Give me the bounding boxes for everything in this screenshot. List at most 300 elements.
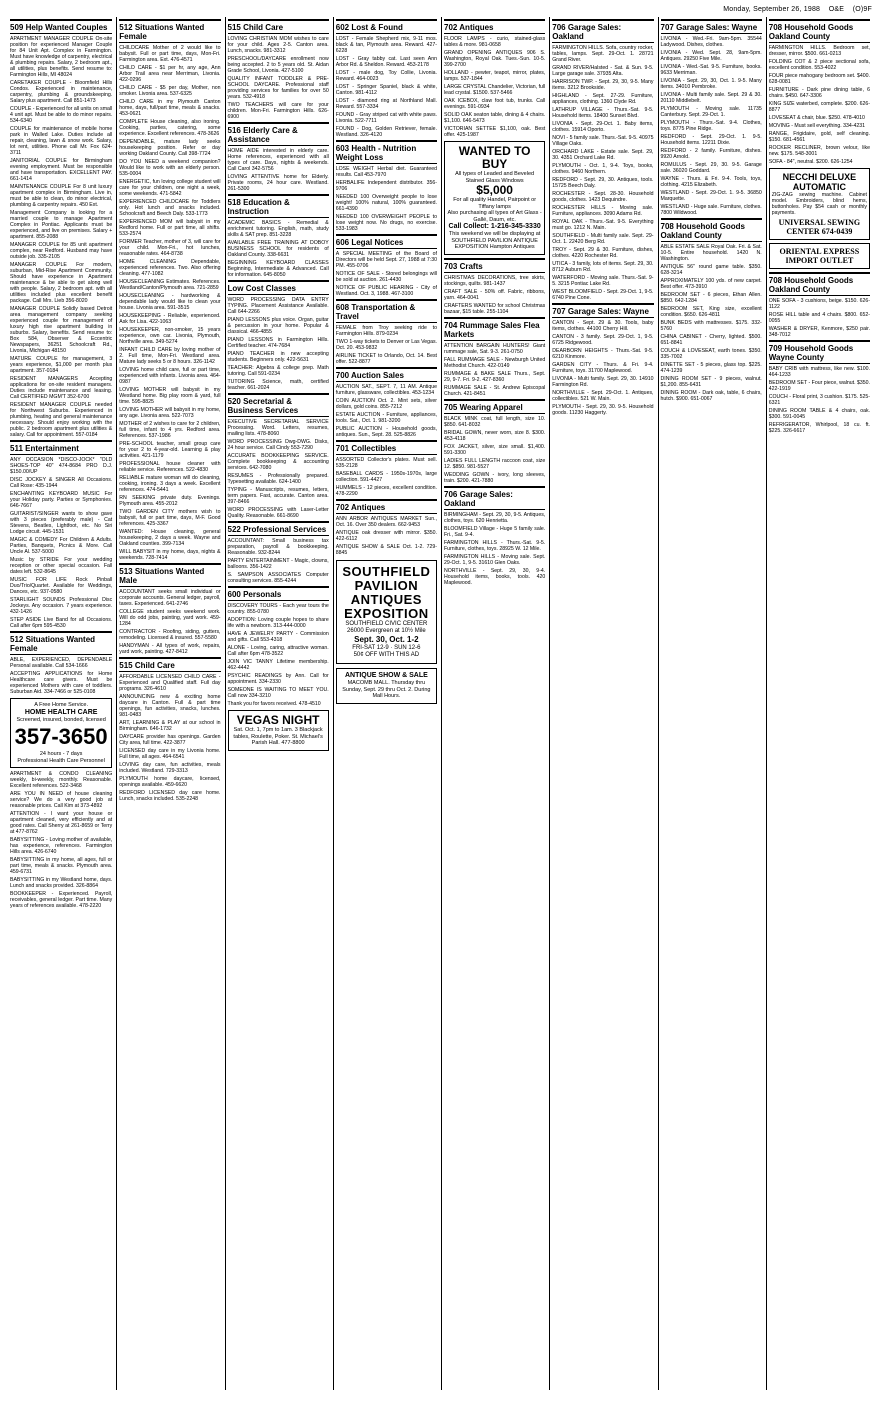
classified-ad: DISC JOCKEY & SINGER All Occasions. Call Rose: 435-1944 [10,477,113,489]
column-1 [8,17,114,1390]
classified-ad: LOST - Female Shepherd mix, 9-11 mos. black & tan, Plymouth area. Reward. 427-6228 [335,36,437,54]
classified-ad: GARDEN CITY - Thurs. & Fri. 9-4. Furniture, toys. 31700 Maplewood. [552,362,654,374]
classified-ad: HOLLAND - pewter, teapot, mirror, plates, lamps. 537-1844 [444,70,546,82]
classified-ad: OAK ICEBOX, claw foot tub, trunks. Call evenings. 591-0934 [444,98,546,110]
classified-ad: ANTIQUE oak dresser with mirror. $350. 422-6112 [335,530,437,542]
classified-ad: GUITARIST/SINGER wants to show gave with 3 pieces (preferably male) - Cat Stevens, Beatles, Lightfoot, etc. No Siri Lodge circuit. 445-1531 [10,511,113,535]
classified-ad: LOST - diamond ring at Northland Mall. Reward. 557-3334 [335,98,437,110]
classified-ad: ENERGETIC, fun loving college student will care for your children, one night a week, some weekends. 471-5842 [119,179,221,197]
classified-ad: GRAND RIVER/Halsted - Sat. & Sun. 9-5. Large garage sale. 37935 Alta. [552,65,654,77]
classified-ad: ROYAL OAK - Thurs.-Sat. 9-5. Everything must go. 1212 N. Main. [552,219,654,231]
classified-ad: ART, LEARNING & PLAY at our school in Birmingham. 646-1732 [119,720,221,732]
classified-ad: PROFESSIONAL house cleaner with reliable service. References. 522-4830 [119,461,221,473]
classified-ad: ACCOUNTANT: Small business tax preparation, payroll & bookkeeping. Reasonable. 932-8244 [227,538,329,556]
column-2 [116,17,222,1390]
ad-line: Professional Health Care Personnel [17,757,105,764]
classified-ad: STARLIGHT SOUNDS Professional Disc Jockeys. Any occasion. 7 years experience. 432-1426 [10,597,113,615]
section-heading: 702 Antiques [444,19,545,34]
classified-ad: MANAGER COUPLE for 85 unit apartment complex, near Redford. Husband may have outside job. 335-2105 [10,242,113,260]
classified-ad: HOUSEKEEPING - Reliable, experienced. Ask for Lisa. 422-1063 [119,313,221,325]
classified-ad: ANTIQUE 56" round game table. $350. 628-3214 [660,264,762,276]
classified-ad: ACCOUNTANT seeks small individual or corporate accounts. General ledger, payroll, taxes. Experienced. 641-2746 [119,589,221,607]
classified-ad: EXECUTIVE SECRETARIAL SERVICE Processing. Word. Letters, resumes, mailing lists. 478-8060 [227,419,329,437]
classified-ad: HOME CLEANING Dependable, experienced references. Two. Also offering cleaning. 477-1082 [119,259,221,277]
classified-ad: ACCURATE BOOKKEEPING SERVICE. Complete bookkeeping & accounting services. 642-7080 [227,453,329,471]
classified-ad: SOFA - 84", neutral. $200. 626-1254 [768,159,853,165]
classified-ad: MOTHER of 2 wishes to care for 2 children, full time, infant to 4 yrs. Redford area. References. 537-1986 [119,421,221,439]
section-heading: 709 Household Goods Wayne County [769,340,870,364]
classified-ad: PLYMOUTH - Moving sale. 11735 Canterbury. Sept. 29-Oct. 1. [660,106,762,118]
classified-ad: FARMINGTON HILLS - Moving sale. Sept. 29-Oct. 1, 9-5. 31610 Glen Oaks. [444,553,546,566]
section-heading: 708 Household Goods Oakland County [661,218,762,242]
section-heading: 509 Help Wanted Couples [10,19,112,34]
classified-ad: REDFORD LICENSED day care home. Lunch, snacks included. 535-2248 [119,790,221,802]
classified-ad: DINING ROOM - Dark oak, table, 6 chairs, hutch. $900. 651-0067 [660,390,762,402]
classified-ad: LOVING MOTHER will babysit in my Westland home. Big play room & yard, full time. 595-8825 [119,387,221,405]
classified-ad: PRE-SCHOOL teacher, small group care for your 2 to 4-year-old. Learning & play activities. 421-1179 [119,441,221,459]
classified-ad: WEST BLOOMFIELD - Sept. 29-Oct. 1, 9-5. 6740 Pine Cone. [552,289,654,301]
ad-phone: UNIVERSAL SEWING CENTER 674-0439 [778,218,861,236]
ad-phone: Call Collect: 1-216-345-3330 [448,223,541,230]
classified-ad: FOX JACKET, silver, size small. $1,400. 591-3300 [444,443,546,456]
column-8 [766,17,872,1390]
header-paper: O&E [828,6,845,13]
classified-ad: HOUSECLEANING - hardworking & dependable lady would like to clean your house. Livonia area. 591-3515 [119,293,221,311]
section-heading: 703 Crafts [444,258,545,273]
column-5 [441,17,547,1390]
ad-title: VEGAS NIGHT [236,713,320,727]
classified-ad: ABLE, EXPERIENCED, DEPENDABLE Personal available. Call 534-1666 [10,657,113,669]
classified-ad: AVAILABLE FREE TRAINING AT DOBOY BUSINESS SCHOOL for residents of Oakland County. 338-6631 [227,240,329,258]
section-heading: 606 Legal Notices [336,234,437,249]
classified-ad: MOVING - Must sell everything. 334-4231 [768,123,866,129]
classified-ad: DEARBORN HEIGHTS - Thurs.-Sat. 9-5. 6210 Kinmore. [552,348,654,360]
classified-ad: TWO GARDEN CITY mothers wish to babysit, full or part time, days, M-F. Good references. 425-3367 [119,509,221,527]
classified-ad: LIVONIA - Wed.-Sat. 9-5. Furniture, books. 9633 Merriman. [660,64,762,76]
classified-ad: RESIDENT MANAGER COUPLE needed for Northwest Suburbs. Experienced in plumbing, heating and general maintenance necessary. Should enjoy working with the public. 2 bedroom apartment plus utilities & salary. Call for appointment. 557-0184 [10,402,113,438]
classified-ad: WESTLAND - Sept. 29-Oct. 1. 9-5. 36850 Marquette. [660,190,762,202]
section-heading: 518 Education & Instruction [228,194,329,218]
oriental-express-ad [769,243,870,269]
classified-ad: TUTORING Science, math, certified teacher. 661-2024 [227,379,329,391]
classified-ad: LOST - Gray tabby cat. Last seen Ann Arbor Rd. & Sheldon. Reward. 453-2178 [335,56,437,68]
ad-line: Also purchasing all types of Art Glass - Gallé, Daum, etc. [447,210,542,223]
classified-ad: PIANO LESSONS plus voice. Organ, guitar & percussion in your home. Popular & classical. 466-4855 [227,317,329,335]
classified-ad: BOOKKEEPER - Experienced. Payroll, receivables, general ledger. Part time. Many years of references available. 478-2220 [10,891,113,909]
classified-ad: LIVONIA - Wed.-Fri. 9am-5pm. 35544 Ladywood. Dishes, clothes. [660,36,762,48]
classified-ad: WANTED: House cleaning, general housekeeping, 2 days a week. Wayne and Oakland counties. 399-7134 [119,529,221,547]
classified-ad: BABYSITTING - Loving mother of available, has experience, references. Farmington Hills area. 426-6740 [10,837,113,855]
classified-ad: ANN ARBOR ANTIQUES MARKET Sun., Oct. 16. Over 350 dealers. 662-9453 [335,516,437,528]
classified-ad: CHINA CABINET - Cherry, lighted. $500. 651-8841 [660,334,762,346]
classified-ad: CHRISTMAS DECORATIONS, tree skirts, stockings, quilts. 981-1437 [444,274,546,287]
ad-line: All types of Leaded and Beveled Stained Glass Windows [455,171,535,184]
antique-show-ad [336,668,437,704]
classified-ad: PLYMOUTH - Oct. 1, 9-4. Toys, books, clothes. 9460 Northern. [552,163,654,175]
classified-ad: A SPECIAL MEETING of the Board of Directors will be held Sept. 27, 1988 at 7:30 PM. 455-0706 [335,251,437,269]
classified-ad: BABYSITTING in my home, all ages, full or part time, meals & snacks. Plymouth area. 459-6731 [10,857,113,875]
classified-ad: LOST - Springer Spaniel, black & white, Canton. 981-4112 [335,84,437,96]
ad-line: IMPORT OUTLET [785,256,854,265]
wanted-to-buy-ad [444,141,545,255]
classified-ad: VICTORIAN SETTEE $1,100, oak. Best offer. 425-1987 [444,126,546,138]
classified-ad: SOMEONE IS WAITING TO MEET YOU. Call now 334-3210 [227,687,329,699]
section-heading: 706 Garage Sales: Oakland [552,19,653,43]
classified-ad: COUPLE - Experienced for all units on small 4 unit apt. Must be able to do minor repairs. 534-6340 [10,106,113,124]
classified-ad: CANTON - Sept. 29 & 30. Tools, baby items, clothes. 44100 Cherry Hill. [552,320,654,332]
classified-ad: LIVONIA - Multi family. Sept. 29, 30. 14910 Farmington Rd. [552,376,654,388]
classified-ad: RELIABLE mature woman will do cleaning, cooking, ironing. 3 days a week. Excellent references. 474-5441 [119,475,221,493]
classified-ad: JANITORIAL COUPLE for Birmingham evening employment. Must be responsible and have transportation. EXCELLENT PAY. 661-1414 [10,158,113,182]
classified-ad: LOVING day care, fun activities, meals included. Westland. 729-3313 [119,762,221,774]
classified-ad: UTICA - 3 family, lots of items. Sept. 29, 30. 8712 Auburn Rd. [552,261,654,273]
classified-ad: ACCEPTING APPLICATIONS for Home Healthcare care givers. Must be experienced Mothers with care of toddlers. Suburban Aid. 334-7466 or 525-0108 [10,671,113,695]
classified-ad: BRIDAL GOWN, never worn, size 8. $300. 453-4118 [444,429,546,442]
classified-ad: ANTIQUE SHOW & SALE Oct. 1-2. 729-8845 [335,544,437,556]
section-heading: 705 Wearing Apparel [444,399,545,414]
classified-ad: ANNOUNCING new & exciting home daycare in Canton. Full & part time openings, fun activities, snacks, lunches. 981-0483 [119,694,221,718]
classified-ad: LOVING ATTENTIVE home for Elderly. Private rooms, 24 hour care. Westland. 261-5300 [227,174,329,192]
section-heading: 702 Antiques [336,499,437,514]
section-heading: 512 Situations Wanted Female [10,631,112,655]
classified-ad: TEACHER: Algebra & college prep. Math tutoring. Call 591-0234 [227,365,329,377]
classified-ad: CONTRACTOR - Roofing, siding, gutters, remodeling. Licensed & insured. 557-5580 [119,629,221,641]
classified-ad: LICENSED day care in my Livonia home. Full time, all ages. 464-6541 [119,748,221,760]
classified-ad: PIANO TEACHER in new accepting students. Beginners only. 422-5631 [227,351,329,363]
section-heading: 602 Lost & Found [336,19,437,34]
classified-ad: LOVESEAT & chair, blue. $250. 478-4010 [768,115,865,121]
classified-ad: ADOPTION: Loving couple hopes to share life with a newborn. 313-444-0000 [227,617,329,629]
classified-ad: WASHER & DRYER, Kenmore, $250 pair. 348-7012 [768,326,870,338]
classified-ad: FOUND - Dog, Golden Retriever, female. Westland. 326-4120 [335,126,437,138]
classified-ad: APARTMENT MANAGER COUPLE On-site position for experienced Manager Couple for 84 Unit Apt. Complex in Farmington. Must have knowledge of carpentry, electrical & plumbing repairs. Salary, 2 bedroom apt., all utilities, plus benefits. Send resume to: Farmington Hills, MI 48024 [10,36,113,78]
ad-line: This weekend we will be displaying at SOUTHFIELD PAVILION ANTIQUE EXPOSITION Hampton Antiques [448,231,541,250]
column-7 [658,17,764,1390]
classified-ad: WORD PROCESSING DATA ENTRY TYPING. Placement Assistance Available. Call 644-2266 [227,297,329,315]
classified-ad: HOUSEKEEPER, non-smoker, 15 years experience, own car. Livonia, Plymouth, Northville area. 349-5274 [119,327,221,345]
classified-ad: NORTHVILLE - Sept. 29-Oct. 1. Antiques, collectibles. 521 W. Main. [552,390,654,402]
section-heading: 512 Situations Wanted Female [119,19,220,43]
ad-dates: Sept. 30, Oct. 1-2 [354,635,419,644]
classified-ad: HOME AIDE interested in elderly care. Home references, experienced with all types of care. Days, nights & weekends. Call Carol 342-5756 [227,148,329,172]
classified-ad: CRAFTERS WANTED for school Christmas bazaar, $15 table. 255-1104 [444,302,546,315]
classified-ad: NOVI - 5 family sale. Thurs.-Sat. 9-5. 40975 Village Oaks. [552,135,654,147]
classified-ad: BUNK BEDS with mattresses. $175. 332-5760 [660,320,762,332]
classified-columns [8,17,872,1390]
classified-ad: LOVING MOTHER will babysit in my home, any age. Livonia area. 522-7073 [119,407,221,419]
classified-ad: AUCTION SAT., SEPT. 7, 11 AM. Antique furniture, glassware, collectibles. 453-1234 [335,384,437,396]
classified-ad: ESTATE AUCTION - Furniture, appliances, tools. Sat., Oct. 1. 981-3200 [335,412,437,424]
classified-ad: RN SEEKING private duty. Evenings. Plymouth area. 455-2012 [119,495,221,507]
column-4 [333,17,439,1390]
classified-ad: NORTHVILLE - Sept. 29, 30, 9-4. Household items, books, tools. 420 Maplewood. [444,567,546,586]
classified-ad: MUSIC FOR LIFE Rock Pinball Duo/Trio/Quartet. Available for Weddings, Dances, etc. 937-0580 [10,577,113,595]
ad-title: ORIENTAL EXPRESS [779,247,860,256]
classified-ad: HOUSECLEANING Estimates. References. Westland/Canton/Plymouth area. 721-2859 [119,279,221,291]
classified-ad: DINETTE SET - 5 pieces, glass top. $225. 474-1239 [660,362,762,374]
classified-ad: BIRMINGHAM - Sept. 29, 30, 9-5. Antiques, clothes, toys. 620 Henrietta. [444,511,546,524]
classified-ad: SOLID OAK seaton table, dining & 4 chairs. $1,100. 646-5473 [444,112,546,124]
classified-ad: NOTICE OF PUBLIC HEARING - City of Westland. Oct. 3, 1988. 467-3100 [335,285,437,297]
classified-ad: TYPING - Manuscripts, resumes, letters, term papers. Fast, accurate. Canton area. 397-8466 [227,487,329,505]
classified-ad: ATTENTION - I want your house or apartment cleaned, very efficiently and at good rates. Call Sherry at 261-8659 or Terry at 477-8762 [10,811,113,835]
classified-ad: RUMMAGE SALE - St. Andrew Episcopal Church. 421-8451 [444,384,546,397]
section-heading: 701 Collectibles [336,440,437,455]
section-heading: 515 Child Care [119,657,220,672]
section-heading: 513 Situations Wanted Male [119,563,220,587]
classified-ad: ABLE ESTATE SALE Royal Oak. Fri. & Sat. 10-5. Entire household. 1420 N. Washington. [660,244,762,262]
classified-ad: ROMULUS - Sept. 29, 30. 9-5. Garage sale. 36020 Goddard. [660,162,762,174]
ad-title: WANTED TO BUY [458,144,531,171]
antiques-exposition-ad [336,560,437,664]
classified-ad: TWO 1-way tickets to Denver or Las Vegas. Oct. 20. 453-9832 [335,339,437,351]
classified-ad: WAYNE - Thurs. & Fri. 9-4. Tools, toys, clothing. 4215 Elizabeth. [660,176,762,188]
ad-line: MACOMB MALL. Thursday thru Sunday, Sept. 29 thru Oct. 2. During Mall Hours. [342,680,431,699]
classified-ad: BEDROOM SET - 6 pieces, Ethan Allen. $850. 642-1284 [660,292,762,304]
classified-ad: HAVE A JEWELRY PARTY - Commission and gifts. Call 553-4318 [227,631,329,643]
classified-ad: ROCHESTER HILLS - Moving sale. Furniture, appliances. 3090 Adams Rd. [552,205,654,217]
classified-ad: DEPENDABLE, mature lady seeks housekeeping position. Refer or day working Oakland County. Call 398-7724 [119,139,221,157]
ad-line: SOUTHFIELD CIVIC CENTER 26000 Evergreen at 10½ Mile [345,621,428,634]
classified-ad: ARE YOU IN NEED of house cleaning service? We do a very good job at reasonable prices. Call Kim at 373-4892 [10,791,113,809]
classified-ad: PSYCHIC READINGS by Ann. Call for appointment. 334-2330 [227,673,329,685]
classified-ad: FEMALE from Troy seeking ride to Farmington Hills. 879-0234 [335,325,437,337]
classified-ad: LIVONIA - Multi family sale. Sept. 29 & 30. 20110 Middlebelt. [660,92,762,104]
classified-ad: FORMER Teacher, mother of 3, will care for your child. Mon-Fri., hot lunches, reasonable rates. 464-8738 [119,239,221,257]
classified-ad: ROCHESTER - Sept. 28-30. Household goods, clothes. 1423 Dequindre. [552,191,654,203]
classified-ad: S. SAMPSON ASSOCIATES Computer consulting services. 855-4244 [227,572,329,584]
section-heading: 708 Household Goods Oakland County [769,272,870,296]
classified-ad: SOUTHFIELD - Multi family sale. Sept. 29-Oct. 1. 22420 Berg Rd. [552,233,654,245]
page-header [8,6,872,16]
classified-ad: RESIDENT MANAGERS Accepting applications for on-site resident managers. Duties include maintenance and leasing. Call CERTIFIED MGM'T 352-6700 [10,376,113,400]
classified-ad: PLYMOUTH - Thurs.-Sat. 9-4. Clothes, toys. 8775 Pine Ridge. [660,120,762,132]
classified-ad: MAGIC & COMEDY For Children & Adults. Parties, Banquets, Picnics & More. Call Uncle Al. 537-5000 [10,537,113,555]
classified-ad: LIVONIA - Wed. Sept. 28, 9am-5pm. Antiques. 29250 Five Mile. [660,50,762,62]
vegas-night-ad [228,710,329,751]
ad-line: 24 hours - 7 days [39,751,83,757]
classified-ad: Thank you for favors received. 478-4510 [227,701,321,707]
section-heading: Low Cost Classes [228,280,329,295]
classified-ad: MANAGER COUPLE For modern, suburban, Mid-Rise Apartment Community. Should have experience in Apartment maintenance & be able to get along well with people. Salary, 2 bedroom apt. with all utilities included plus excellent benefit package. Call Mrs. Lieb 356-8020 [10,262,113,304]
classified-ad: FOUR piece mahogany bedroom set. $400. 628-0081 [768,73,870,85]
classified-ad: NEEDED 100 OVERWEIGHT PEOPLE to lose weight now. No drugs, no exercise. 533-1983 [335,214,437,232]
classified-ad: MAINTENANCE COUPLE For 8 unit luxury apartment complex in Birmingham. Live in, must be able to clean, do minor electrical, plumbing & carpentry repairs. 450 Ext. [10,184,113,208]
section-heading: 707 Garage Sales: Wayne [552,303,653,318]
classified-ad: AIRLINE TICKET to Orlando, Oct. 14. Best offer. 522-8877 [335,353,437,365]
ad-title: NECCHI DELUXE AUTOMATIC [782,172,857,192]
classified-ad: HIGHLAND - Sept. 27-29. Furniture, appliances, clothing. 1360 Clyde Rd. [552,93,654,105]
classified-ad: CHILDCARE Mother of 2 would like to babysit. Full or part time, days, Mon-Fri. Farmington area. Ext. 476-4571 [119,45,221,63]
ad-line: ZIG-ZAG sewing machine. Cabinet model. Embroiders, blind hems, buttonholes. Pay $54 cash or monthly payments. [771,192,867,216]
classified-ad: TROY - Sept. 29 & 30. Furniture, dishes, clothes. 4220 Rochester Rd. [552,247,654,259]
section-heading: 706 Garage Sales: Oakland [444,486,545,510]
classified-ad: DAYCARE provider has openings. Garden City area, full time. 422-3877 [119,734,221,746]
classified-ad: QUALITY INFANT TODDLER & PRE-SCHOOL DAYCARE. Professional staff providing services for families for over 50 years. 532-4918 [227,76,329,100]
classified-ad: LATHRUP VILLAGE - Thurs.-Sat. 9-5. Household items. 18400 Sunset Blvd. [552,107,654,119]
section-heading: 700 Auction Sales [336,367,437,382]
classified-ad: DISCOVERY TOURS - Each year tours the country. 855-0780 [227,603,329,615]
classified-ad: FARMINGTON HILLS. Sofa, country rocker, tables, lamps. Sept. 29-Oct. 1. 28721 Grand River. [552,45,654,63]
classified-ad: WEDDING GOWN - ivory, long sleeves, train. $200. 421-7880 [444,471,546,484]
classified-ad: BABYSITTING in my Westland home, days. Lunch and snacks provided. 326-8864 [10,877,113,889]
classified-ad: FURNITURE - Dark pine dining table, 6 chairs. $450. 647-3306 [768,87,870,99]
classified-ad: HARRISON TWP. - Sept. 29, 30, 9-5. Many items. 3212 Brookside. [552,79,654,91]
classified-ad: COLLEGE student seeks weekend work. Will do odd jobs, painting, yard work. 459-1284 [119,609,221,627]
classified-ad: DO YOU NEED a weekend companion? Would like to work with an elderly person. 535-0004 [119,159,221,177]
classified-ad: REDFORD - 2 family. Furniture, dishes. 9920 Arnold. [660,148,762,160]
ad-line: Sat. Oct. 1, 7pm to 1am. 3 Blackjack tables, Roulette, Poker. St. Michael's Parish Hall. 477-8800 [233,727,323,746]
classified-ad: WILL BABYSIT in my home, days, nights & weekends. 728-7414 [119,549,221,561]
classified-ad: DINING ROOM SET - 9 pieces, walnut. $1,200. 855-6431 [660,376,762,388]
classified-ad: STEP ASIDE Live Band for all Occasions. Call after 6pm 595-4530 [10,617,113,629]
classified-ad: ENCHANTING KEYBOARD MUSIC For your Holiday party. Parties or Symphonies. 646-7667 [10,491,113,509]
ad-price: $5,000 [476,183,513,197]
classified-ad: KING SIZE waterbed, complete. $200. 626-8877 [768,101,870,113]
classified-ad: LADIES FULL LENGTH raccoon coat, size 12. $850. 981-5527 [444,457,546,470]
classified-ad: ORCHARD LAKE - Estate sale. Sept. 29, 30. 4351 Orchard Lake Rd. [552,149,654,161]
classified-ad: NEEDED 100 Overweight people to lose weight! 100% natural, 100% guaranteed. 661-4390 [335,194,437,212]
ad-line: FRI-SAT 12-9 · SUN 12-6 [352,645,421,651]
classified-ad: ROCKER RECLINER, brown velour, like new. $175. 548-3001 [768,145,870,157]
header-date: Monday, September 26, 1988 [723,6,821,13]
classified-ad: COIN AUCTION Oct. 2. Mint sets, silver dollars, gold coins. 855-7212 [335,398,437,410]
section-heading: 708 Household Goods Oakland County [769,19,870,43]
classified-ad: ACADEMIC BASICS - Remedial & enrichment tutoring. English, math, study skills & SAT prep. 851-3228 [227,220,329,238]
section-heading: 704 Rummage Sales Flea Markets [444,317,545,341]
classified-ad: Management Company is looking for a married couple to manage Apartment Complex in Pontiac. Applicants must be experienced, and live on premises. Salary + apartment. 855-2088 [10,210,113,240]
classified-ad: REDFORD - Sept. 29, 30. Antiques, tools. 15725 Beech Daly. [552,177,654,189]
classified-ad: DINING ROOM TABLE & 4 chairs, oak. $300. 591-0045 [768,408,870,420]
classified-ad: CHILD CARE - $1 per hr, any age, Ann Arbor Trail area near Merriman, Livonia. 422-0296 [119,65,221,83]
classified-ad: PLYMOUTH - Sept. 29, 30. 9-5. Household goods. 11230 Haggerty. [552,404,654,416]
classified-ad: CHILD CARE - $5 per day, Mother, non smoker. Livonia area. 537-6325 [119,85,221,97]
classified-ad: PLYMOUTH home daycare, licensed, openings available. 459-6620 [119,776,221,788]
classified-ad: RANGE, Frigidaire, gold, self cleaning. $150. 681-4561 [768,131,870,143]
column-6 [549,17,655,1390]
section-heading: 707 Garage Sales: Wayne [661,19,762,34]
classified-ad: PIANO LESSONS in Farmington Hills. Certified teacher. 474-7684 [227,337,329,349]
classified-ad: COUCH - Floral print, 3 cushion. $175. 525-6321 [768,394,870,406]
classified-ad: CRAFT SALE - 50% off. Fabric, ribbons, yarn. 464-0041 [444,288,546,301]
classified-ad: BEDROOM SET - Four piece, walnut. $350. 422-1919 [768,380,870,392]
classified-ad: ONE SOFA - 3 cushions, beige. $150. 626-1122 [768,298,870,310]
classified-ad: FALL RUMMAGE SALE - Newburgh United Methodist Church. 422-0149 [444,356,546,369]
ad-title: SOUTHFIELD PAVILION ANTIQUES EXPOSITION [342,564,431,621]
classified-ad: LIVONIA - Sept. 29-Oct. 1. Baby items, clothes. 15914 Oporto. [552,121,654,133]
classified-ad: JOIN VIC TANNY Lifetime membership. 462-4442 [227,659,329,671]
section-heading: 608 Transportation & Travel [336,299,437,323]
classified-ad: APPROXIMATELY 100 yds. of new carpet. Best offer. 473-3910 [660,278,762,290]
classified-ad: MATURE COUPLE for management, 3 years experience, $1,000 per month plus apartment. 357-0184 [10,356,113,374]
classified-ad: LOST - male dog, Toy Collie, Livonia. Reward. 464-0023 [335,70,437,82]
header-page: (O)9F [852,6,872,13]
classified-ad: INFANT CHILD CARE by loving mother of 2. Full time, Mon-Fri. Westland area. Mature lady seeks 5 or 8 hours. 326-1142 [119,347,221,365]
classified-ad: Music by STRIDE For your wedding reception or other special occasion. Fall dates left. 532-8645 [10,557,113,575]
classified-ad: LARGE CRYSTAL Chandelier, Victorian, full lead crystal. $1500. 537-5466 [444,84,546,96]
classified-ad: PRESCHOOL/DAYCARE enrollment now being accepted. 2 to 5 years old. St. Aidan Grade School, Livonia. 427-5100 [227,56,329,74]
classified-ad: ANY OCCASION *DISCO-JOCK* "OLD SHOES-TOP 40" 474-8684 PRO D.J. $150.00/UP [10,457,113,475]
classified-ad: FARMINGTON HILLS - Thurs.-Sat. 9-5. Furniture, clothes, toys. 28925 W. 12 Mile. [444,539,546,552]
classified-ad: ASSORTED Collector's plates. Must sell. 535-2128 [335,457,437,469]
classified-ad: COUPLE for maintenance of mobile home park in Walled Lake. Duties include all repair, cleaning, lawn & snow work. Salary, lot rent, utilities. Phone call Mr. Fox 624-3711 [10,126,113,156]
classified-ad: FOUND - Gray striped cat with white paws. Livonia. 522-7711 [335,112,437,124]
ad-phone: 357-3650 [14,724,108,749]
classified-ad: BABY CRIB with mattress, like new. $100. 464-1233 [768,366,870,378]
classified-ad: WORD PROCESSING with Laser-Letter Quality. Reasonable. 661-8690 [227,507,329,519]
ad-title: ANTIQUE SHOW & SALE [344,672,428,679]
classified-ad: REFRIGERATOR, Whirlpool, 18 cu. ft. $225. 326-6617 [768,422,870,434]
classified-ad: BASEBALL CARDS - 1950s-1970s, large collection. 591-4427 [335,471,437,483]
classified-ad: PARTY ENTERTAINMENT - Magic, clowns, balloons. 356-1422 [227,558,329,570]
ad-line: A Free Home Service. [34,702,89,708]
classified-ad: COMPLETE House cleaning, also ironing. Cooking, parties, catering, some experience. Excellent references. 478-3626 [119,119,221,137]
classified-ad: ATTENTION BARGAIN HUNTERS! Giant rummage sale, Sat. 9-3. 261-0750 [444,342,546,355]
classified-ad: CARETAKER COUPLE - Bloomfield Hills Condos. Experienced in maintenance, carpentry, plumbing & groundskeeping. Salary plus apartment. Call 851-1473 [10,80,113,104]
classified-ad: NOTICE OF SALE - Stored belongings will be sold at auction. 261-4430 [335,271,437,283]
classified-ad: WATERFORD - Moving sale. Thurs.-Sat. 9-5. 3215 Pontiac Lake Rd. [552,275,654,287]
ad-line: For all quality Handel, Pairpoint or Tiffany lamps [453,197,537,210]
classified-ad: CANTON - 3 family. Sept. 29-Oct. 1, 9-5. 6725 Ridgewood. [552,334,654,346]
classified-ad: FARMINGTON HILLS. Bedroom set, dresser, mirror. $500. 661-0213 [768,45,870,57]
classified-ad: ROSE HILL table and 4 chairs. $800. 652-0055 [768,312,870,324]
classified-ad: BLOOMFIELD Village - Huge 5 family sale. Fri., Sat. 9-4. [444,525,546,538]
classified-ad: AFFORDABLE LICENSED CHILD CARE - Experienced and Qualified staff. Full day programs. 326-4610 [119,674,221,692]
classified-ad: EXPERIENCED MOM will babysit in my Redford home. Full or part time, all shifts. 533-2574 [119,219,221,237]
ad-title: HOME HEALTH CARE [24,708,98,716]
section-heading: 520 Secretarial & Business Services [228,393,329,417]
section-heading: 515 Child Care [228,19,329,34]
classified-ad: GRAND OPENING ANTIQUES 906 S. Washington, Royal Oak. Tues.-Sun. 10-5. 399-2700 [444,50,546,68]
home-health-ad [10,698,112,768]
section-heading: 603 Health - Nutrition Weight Loss [336,140,437,164]
classified-ad: HERBALIFE Independent distributor. 356-9706 [335,180,437,192]
classified-ad: WESTLAND - Huge sale. Furniture, clothes. 7800 Wildwood. [660,204,762,216]
section-heading: 600 Personals [228,586,329,601]
classified-ad: BEGINNING KEYBOARD CLASSES Beginning, Intermediate & Advanced. Call for information. 645-8050 [227,260,329,278]
column-3 [225,17,331,1390]
classified-ad: BLACK MINK coat, full length, size 10. $850. 641-8032 [444,415,546,428]
classified-ad: HANDYMAN - All types of work, repairs, yard work, painting. 427-8412 [119,643,221,655]
classified-ad: LOSE WEIGHT Herbal diet. Guaranteed results. Call 453-7970 [335,166,437,178]
ad-line: 50¢ OFF WITH THIS AD [353,652,420,658]
classified-ad: BEDROOM SET, King size, excellent condition. $650. 626-4811 [660,306,762,318]
classified-ad: RESUMES - Professionally prepared. Typesetting available. 624-1400 [227,473,329,485]
classified-ad: MANAGER COUPLE Solidly based Detroit area management company seeking experienced couple for management of luxury high rise apartment building in suburbs. Salary, benefits. Send resume to: Box 584, Observer & Eccentric Newspapers, 36251 Schoolcraft Rd., Livonia, Michigan 48150 [10,306,113,354]
classified-ad: HUMMELS - 12 pieces, excellent condition. 478-2290 [335,485,437,497]
ad-line: Screened, insured, bonded, licensed [16,716,106,723]
classified-ad: ALONE - Loving, caring, attractive woman. Call after 6pm 478-3522 [227,645,329,657]
classified-ad: REDFORD - Sept. 29-Oct. 1. 9-5. Household items. 12211 Dixie. [660,134,762,146]
classified-ad: WORD PROCESSING Dwg-DWG. Disks, 24 hour service. Call Cindy 553-7290 [227,439,329,451]
classified-ad: COUCH & LOVESEAT, earth tones. $350. 335-7002 [660,348,762,360]
classified-ad: LIVONIA - Sept. 29, 30, Oct. 1. 9-5. Many items. 34010 Pembroke. [660,78,762,90]
classified-ad: PUBLIC AUCTION - Household goods, antiques. Sun., Sept. 28. 525-8826 [335,426,437,438]
classified-ad: TWO TEACHERS will care for your children. Mon-Fri. Farmington Hills. 626-6900 [227,102,329,120]
classified-ad: LOVING home child care, full or part time, experienced with infants. Livonia area. 464-0987 [119,367,221,385]
classified-ad: FLOOR LAMPS - curio, stained-glass tables & more. 981-0658 [444,36,546,48]
sewing-machine-ad [769,168,870,240]
classified-ad: RUMMAGE & BAKE SALE Thurs., Sept. 29, 9-7. Fri. 9-2. 427-8360 [444,370,546,383]
section-heading: 511 Entertainment [10,440,112,455]
classified-ad: APARTMENT & CONDO CLEANING weekly, bi-weekly, monthly. Reasonable. Excellent references. 522-3468 [10,771,113,789]
section-heading: 516 Elderly Care & Assistance [228,122,329,146]
classified-ad: LOVING CHRISTIAN MOM wishes to care for your child. Ages 2-5. Canton area. Lunch, snacks. 981-3312 [227,36,329,54]
classified-ad: FOLDING COT & 2 piece sectional sofa, excellent condition. 553-4022 [768,59,870,71]
section-heading: 522 Professional Services [228,521,329,536]
classified-ad: CHILD CARE in my Plymouth Canton home, days, full/part time, meals & snacks. 453-0621 [119,99,221,117]
classified-ad: EXPERIENCED CHILDCARE for Toddlers only. Hot lunch and snacks included. Schoolcraft and Beech Daly. 533-1773 [119,199,221,217]
